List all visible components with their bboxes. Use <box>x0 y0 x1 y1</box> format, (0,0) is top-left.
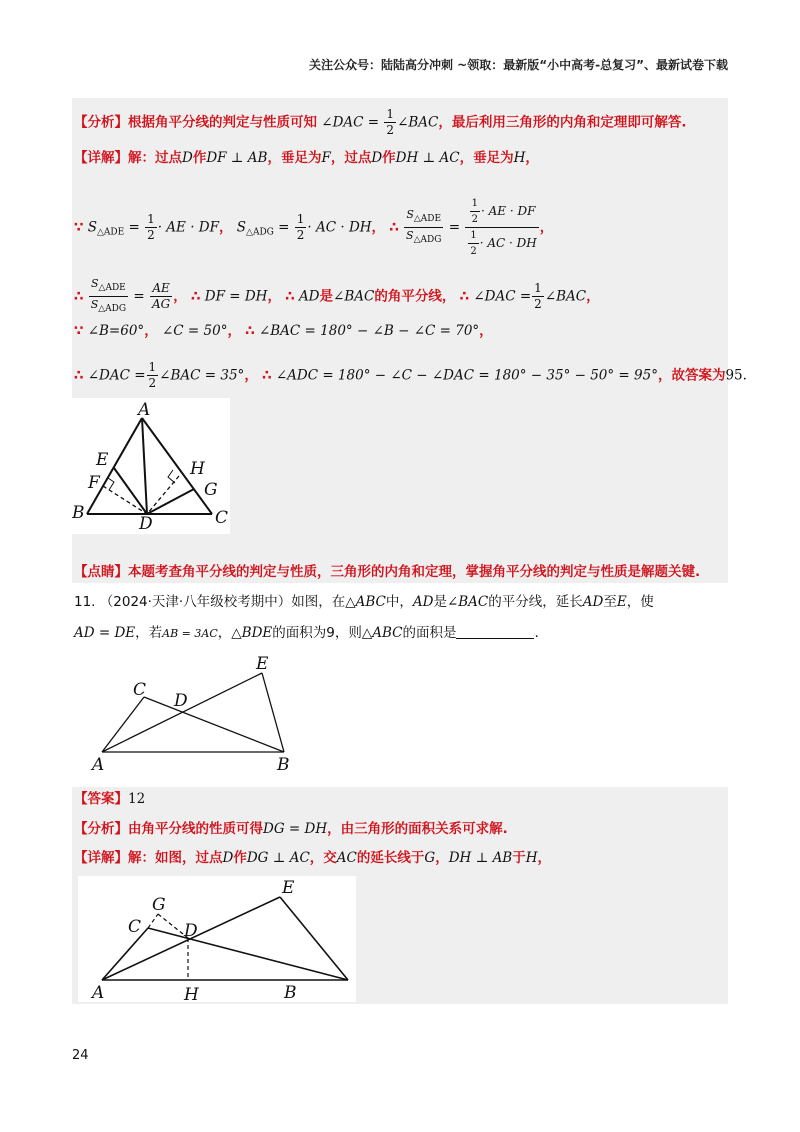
segment-ad <box>142 418 147 514</box>
detail-line-1: 【详解】解：过点D作DF ⊥ AB，垂足为F，过点D作DH ⊥ AC，垂足为H， <box>74 150 539 166</box>
label-d: D <box>184 921 198 941</box>
label-h: H <box>184 985 199 1002</box>
q11-detail-line: 【详解】解：如图，过点D作DG ⊥ AC，交AC的延长线于G，DH ⊥ AB于H， <box>74 850 552 866</box>
figure-q11 <box>84 656 300 774</box>
segment-dg <box>147 489 194 514</box>
segment-cg-extension <box>148 914 158 928</box>
segment-ac <box>102 928 148 980</box>
label-e: E <box>282 878 295 898</box>
label-h: H <box>190 459 205 479</box>
label-e: E <box>96 450 109 470</box>
detail-line-4: ∵ ∠B=60°， ∠C = 50°， ∴ ∠BAC = 180° − ∠B − ∠C = 70°， <box>74 323 493 339</box>
label-c: C <box>133 680 147 700</box>
segment-eb <box>262 673 284 752</box>
q11-line-2: AD = DE，若AB = 3AC，△BDE的面积为9，则△ABC的面积是 . <box>74 625 539 641</box>
label-b: B <box>277 755 290 774</box>
q11-answer-line: 【答案】12 <box>74 791 146 807</box>
segment-ac <box>102 697 144 752</box>
segment-de <box>114 468 147 514</box>
figure-q11-solution <box>78 876 356 1002</box>
label-g: G <box>204 480 218 500</box>
label-a: A <box>138 400 151 420</box>
page-header: 关注公众号：陆陆高分冲刺 ~领取：最新版“小中高考-总复习”、最新试卷下载 <box>309 58 728 72</box>
label-c: C <box>215 508 229 528</box>
comment-line: 【点睛】本题考查角平分线的判定与性质，三角形的内角和定理，掌握角平分线的判定与性质是解题关键. <box>74 564 701 580</box>
figure-triangle-abc-1 <box>72 398 230 534</box>
segment-eb <box>280 897 348 980</box>
detail-line-2: ∵ $S_{\triangle ADE}$ = $\frac{1}{2}$ · AE · DF， $S_{\triangle ADG}$ = $\frac{1}{2}$ · AC · DH， ∴ $\frac{S_{\triangle ADE}}{S_{\triangle ADG}}$ = $\frac{1}{2}$ · AE · DF $\frac{1}{2}$ · AC · DH ， <box>74 198 554 257</box>
right-angle-f <box>108 478 114 490</box>
answer-blank <box>456 626 534 639</box>
label-g: G <box>152 895 166 915</box>
label-a: A <box>92 755 105 774</box>
detail-line-3: ∴ $\frac{S_{\triangle ADE}}{S_{\triangle ADG}}$ = $\frac{AE}{AG}$ ， ∴ DF = DH， ∴ AD是∠BAC的角平分线， ∴ ∠DAC = $\frac{1}{2}$ ∠BAC， <box>74 277 600 314</box>
label-d: D <box>139 514 153 534</box>
q11-analysis-line: 【分析】由角平分线的性质可得DG = DH，由三角形的面积关系可求解. <box>74 821 508 837</box>
label-a: A <box>92 983 105 1002</box>
analysis-line: 【分析】根据角平分线的判定与性质可知 ∠DAC = $\frac{1}{2}$ ∠BAC，最后利用三角形的内角和定理即可解答. <box>74 107 687 137</box>
label-c: C <box>128 917 142 937</box>
label-b: B <box>284 983 297 1002</box>
label-b: B <box>72 503 85 523</box>
segment-df <box>103 486 147 514</box>
q11-line-1: 11. （2024·天津·八年级校考期中）如图，在△ABC中，AD是∠BAC的平分线，延长AD至E，使 <box>74 594 654 610</box>
label-f: F <box>88 473 100 493</box>
segment-cb <box>148 928 348 980</box>
detail-line-5: ∴ ∠DAC = $\frac{1}{2}$ ∠BAC = 35°， ∴ ∠ADC = 180° − ∠C − ∠DAC = 180° − 35° − 50° = 95°，故答案为95. <box>74 360 747 390</box>
label-e: E <box>256 656 269 674</box>
label-d: D <box>174 691 188 711</box>
segment-cb <box>144 697 284 752</box>
page-number: 24 <box>72 1048 89 1063</box>
